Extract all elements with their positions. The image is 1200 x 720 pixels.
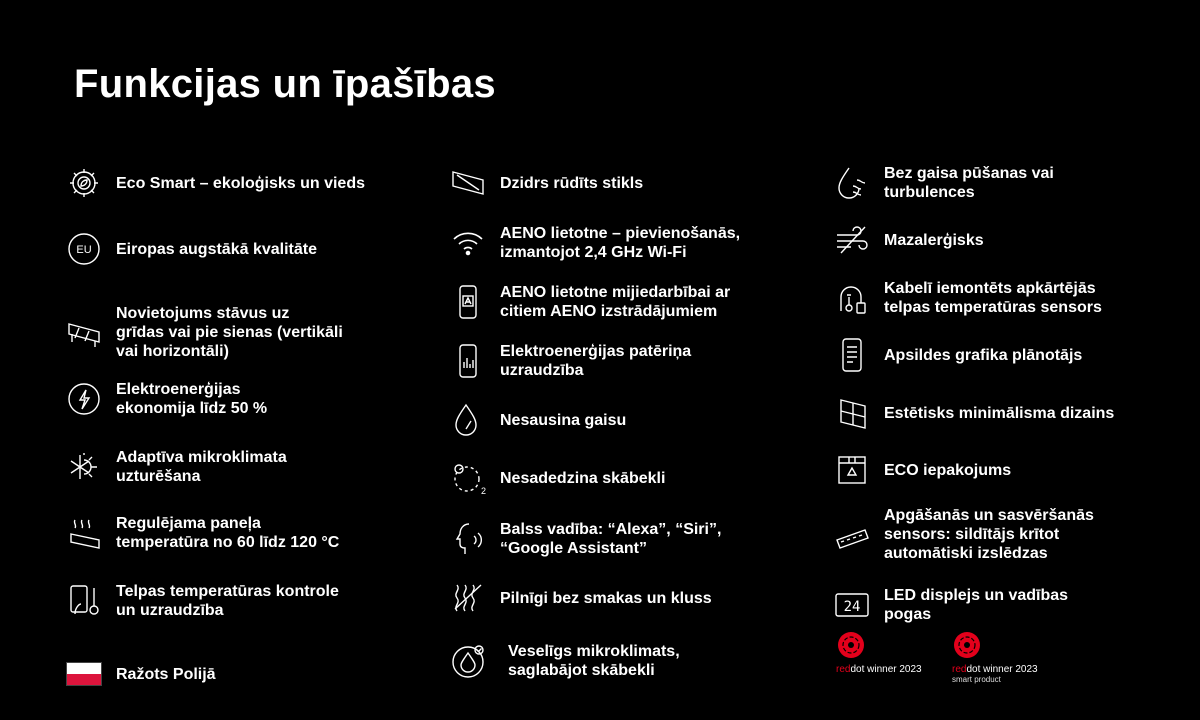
drop-icon bbox=[450, 402, 486, 438]
page-title: Funkcijas un īpašības bbox=[74, 62, 496, 106]
healthy-air-icon bbox=[450, 643, 486, 679]
feature-label: Telpas temperatūras kontrole un uzraudzība bbox=[116, 583, 339, 619]
feature-label: Nesadedzina skābekli bbox=[500, 469, 666, 487]
tilt-sensor-icon bbox=[834, 517, 870, 553]
eco-smart-gear-icon bbox=[66, 165, 102, 201]
hypoallergenic-icon bbox=[834, 222, 870, 258]
snow-sun-icon bbox=[66, 449, 102, 485]
phone-thermometer-icon bbox=[66, 583, 102, 619]
no-airflow-icon bbox=[834, 165, 870, 201]
feature-label: Novietojums stāvus uz grīdas vai pie sienas (vertikāli vai horizontāli) bbox=[116, 305, 343, 360]
phone-chart-icon bbox=[450, 343, 486, 379]
feature-label: Kabelī iemontēts apkārtējās telpas temperatūras sensors bbox=[884, 280, 1102, 316]
wifi-icon bbox=[450, 225, 486, 261]
feature-label: Elektroenerģijas ekonomija līdz 50 % bbox=[116, 381, 268, 417]
feature-label: AENO lietotne – pievienošanās, izmantojot 2,4 GHz Wi-Fi bbox=[500, 225, 741, 261]
poland-flag-icon bbox=[66, 656, 102, 692]
feature-eco-packaging bbox=[834, 452, 1194, 488]
feature-minimal-design bbox=[834, 395, 1194, 431]
feature-label: Adaptīva mikroklimata uzturēšana bbox=[116, 449, 287, 485]
feature-label: LED displejs un vadības pogas bbox=[884, 587, 1069, 623]
reddot-logo-icon bbox=[836, 630, 866, 660]
svg-text:EU: EU bbox=[76, 244, 92, 256]
feature-cable-sensor bbox=[834, 279, 1194, 317]
feature-label: Elektroenerģijas patēriņa uzraudzība bbox=[500, 343, 692, 379]
phone-app-icon bbox=[450, 284, 486, 320]
feature-label: Apgāšanās un sasvēršanās sensors: sildītājs krītot automātiski izslēdzas bbox=[884, 507, 1094, 562]
minimal-design-icon bbox=[834, 395, 870, 431]
feature-energy-saving bbox=[66, 380, 426, 418]
floor-wall-mount-icon bbox=[66, 315, 102, 351]
feature-app-wifi bbox=[450, 224, 810, 262]
eu-icon bbox=[66, 231, 102, 267]
feature-hypoallergenic bbox=[834, 222, 1194, 258]
energy-bolt-icon bbox=[66, 381, 102, 417]
led-display-icon bbox=[834, 587, 870, 623]
feature-app-interaction bbox=[450, 283, 810, 321]
svg-text:2: 2 bbox=[481, 486, 487, 496]
reddot-logo-icon bbox=[952, 630, 982, 660]
feature-room-temp-control bbox=[66, 582, 426, 620]
feature-healthy-microclimate bbox=[450, 642, 810, 680]
feature-label: Eiropas augstākā kvalitāte bbox=[116, 240, 317, 258]
feature-glass bbox=[450, 165, 810, 201]
feature-eco-smart bbox=[66, 165, 426, 201]
feature-schedule bbox=[834, 337, 1194, 373]
cable-sensor-icon bbox=[834, 280, 870, 316]
feature-eu-quality bbox=[66, 231, 426, 267]
no-smell-icon bbox=[450, 580, 486, 616]
feature-led-display bbox=[834, 586, 1194, 624]
reddot-badge bbox=[836, 630, 922, 675]
reddot-badge-text: reddot winner 2023 bbox=[836, 664, 922, 675]
feature-label: Pilnīgi bez smakas un kluss bbox=[500, 589, 712, 607]
feature-voice-control bbox=[450, 520, 810, 558]
feature-label: Eco Smart – ekoloģisks un vieds bbox=[116, 174, 365, 192]
feature-silent bbox=[450, 580, 810, 616]
reddot-badge-text: reddot winner 2023 bbox=[952, 664, 1038, 675]
feature-label: Estētisks minimālisma dizains bbox=[884, 404, 1115, 422]
feature-label: Apsildes grafika plānotājs bbox=[884, 346, 1083, 364]
feature-panel-temp bbox=[66, 514, 426, 552]
feature-label: Ražots Polijā bbox=[116, 665, 216, 683]
feature-label: Bez gaisa pūšanas vai turbulences bbox=[884, 165, 1054, 201]
voice-icon bbox=[450, 521, 486, 557]
feature-label: Veselīgs mikroklimats, saglabājot skābekli bbox=[508, 643, 680, 679]
feature-label: Balss vadība: “Alexa”, “Siri”, “Google Assistant” bbox=[500, 521, 722, 557]
feature-label: Regulējama paneļa temperatūra no 60 līdz 120 °C bbox=[116, 515, 340, 551]
feature-no-drying bbox=[450, 402, 810, 438]
feature-microclimate bbox=[66, 448, 426, 486]
feature-label: AENO lietotne mijiedarbībai ar citiem AENO izstrādājumiem bbox=[500, 284, 731, 320]
heated-panel-icon bbox=[66, 515, 102, 551]
feature-label: Dzidrs rūdīts stikls bbox=[500, 174, 644, 192]
oxygen-icon bbox=[450, 460, 486, 496]
reddot-badge-subtext: smart product bbox=[952, 675, 1001, 684]
feature-energy-monitoring bbox=[450, 342, 810, 380]
schedule-phone-icon bbox=[834, 337, 870, 373]
led-display-value: 24 bbox=[843, 599, 861, 615]
feature-label: ECO iepakojums bbox=[884, 461, 1012, 479]
feature-label: Nesausina gaisu bbox=[500, 411, 627, 429]
eco-box-icon bbox=[834, 452, 870, 488]
feature-tilt-sensor bbox=[834, 506, 1194, 563]
feature-made-in-poland bbox=[66, 656, 426, 692]
feature-mounting bbox=[66, 304, 426, 361]
glass-panel-icon bbox=[450, 165, 486, 201]
feature-no-airflow bbox=[834, 164, 1194, 202]
reddot-smart-badge bbox=[952, 630, 1038, 684]
feature-no-oxygen-burn bbox=[450, 460, 810, 496]
feature-label: Mazalerģisks bbox=[884, 231, 984, 249]
